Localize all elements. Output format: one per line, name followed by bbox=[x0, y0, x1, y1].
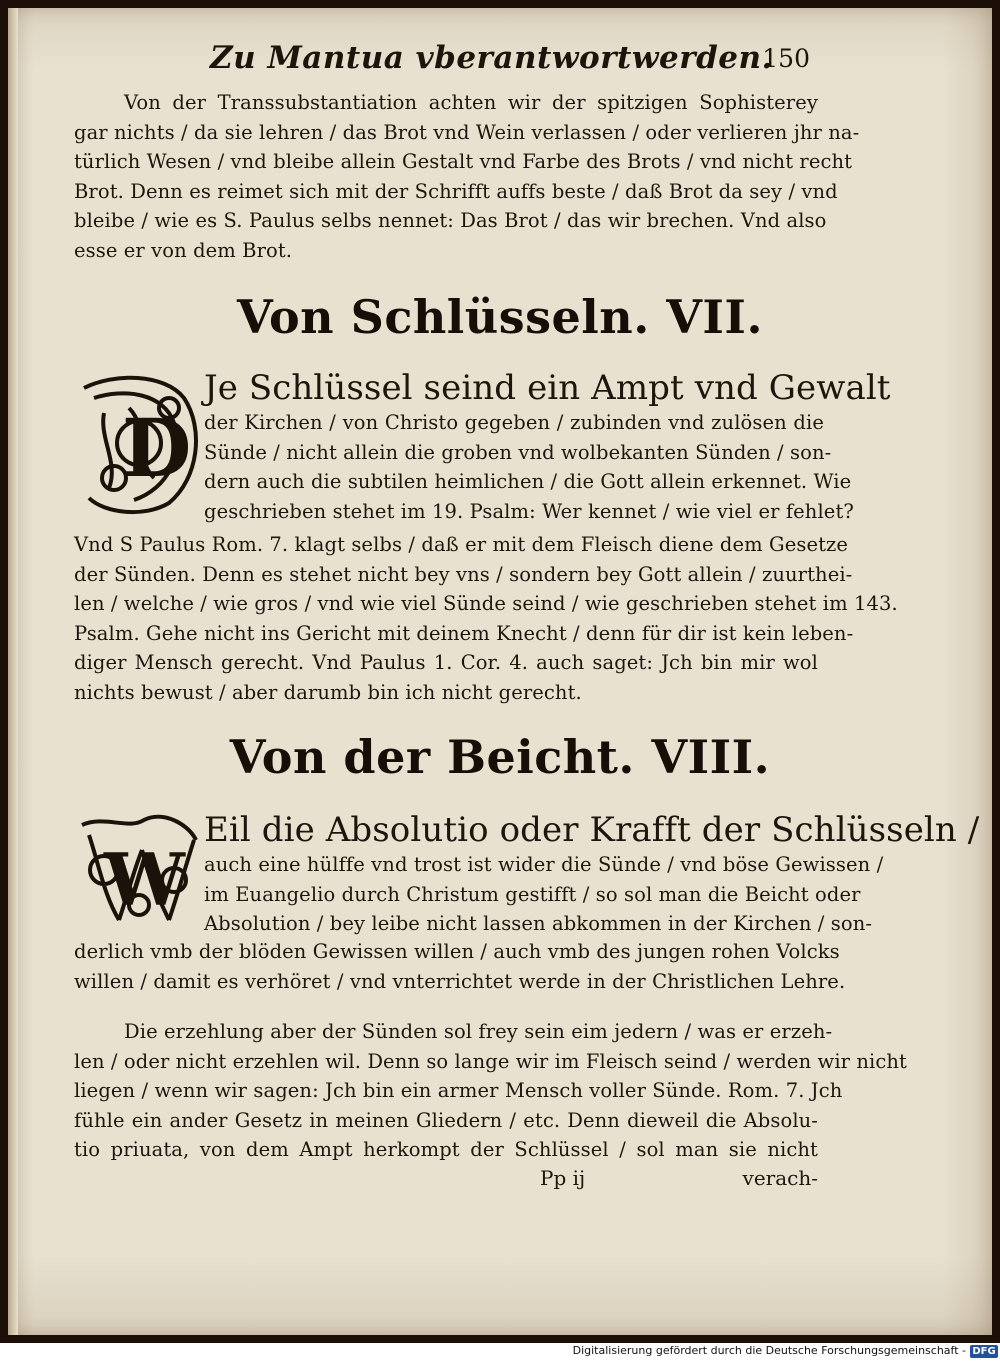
text-line: nichts bewust / aber darumb bin ich nicht gerecht. bbox=[74, 680, 582, 704]
text-line: willen / damit es verhöret / vnd vnterrichtet werde in der Christlichen Lehre. bbox=[74, 969, 846, 993]
folio-number: 150 bbox=[762, 44, 810, 73]
text-line: len / welche / wie gros / vnd wie viel Sünde seind / wie geschrieben stehet im 143. bbox=[74, 592, 898, 615]
text-line: Vnd S Paulus Rom. 7. klagt selbs / daß er mit dem Fleisch diene dem Gesetze bbox=[74, 533, 849, 556]
paragraph-enumeration bbox=[74, 1017, 907, 1165]
page-footer-line bbox=[74, 1166, 818, 1196]
section-heading-vii: Von Schlüsseln. VII. bbox=[237, 290, 763, 344]
text-line: bleibe / wie es S. Paulus selbs nennet: Das Brot / das wir brechen. Vnd also bbox=[74, 209, 827, 232]
text-line: Sünde / nicht allein die groben vnd wolbekanten Sünden / son- bbox=[204, 440, 832, 464]
text-line: gar nichts / da sie lehren / das Brot vnd Wein verlassen / oder verlieren jhr na- bbox=[74, 120, 860, 144]
page-header bbox=[210, 40, 810, 84]
text-line: auch eine hülffe vnd trost ist wider die Sünde / vnd böse Gewissen / bbox=[204, 853, 884, 876]
text-line: Psalm. Gehe nicht ins Gericht mit deinem Knecht / denn für dir ist kein leben- bbox=[74, 621, 854, 645]
text-line: dern auch die subtilen heimlichen / die Gott allein erkennet. Wie bbox=[204, 470, 852, 493]
decorated-initial-d bbox=[74, 368, 204, 518]
viewer-footer bbox=[0, 1343, 1000, 1361]
text-line: geschrieben stehet im 19. Psalm: Wer kennet / wie viel er fehlet? bbox=[204, 499, 854, 523]
text-line: tio priuata, von dem Ampt herkompt der Schlüssel / sol man sie nicht bbox=[74, 1138, 818, 1161]
text-line: liegen / wenn wir sagen: Jch bin ein armer Mensch voller Sünde. Rom. 7. Jch bbox=[74, 1079, 843, 1102]
text-line: im Euangelio durch Christum gestifft / so sol man die Beicht oder bbox=[204, 882, 861, 906]
paragraph-keys bbox=[74, 530, 898, 707]
decorated-initial-w bbox=[74, 810, 204, 930]
page-binding-edge bbox=[8, 8, 18, 1335]
initial-letter: D bbox=[122, 401, 192, 495]
text-line: derlich vmb der blöden Gewissen willen / auch vmb des jungen rohen Volcks bbox=[74, 940, 840, 963]
text-line: diger Mensch gerecht. Vnd Paulus 1. Cor. 4. auch saget: Jch bin mir wol bbox=[74, 651, 818, 674]
text-line: fühle ein ander Gesetz in meinen Gliedern / etc. Denn dieweil die Absolu- bbox=[74, 1108, 818, 1132]
running-head: Zu Mantua vberantwortwerden. bbox=[210, 40, 773, 76]
catchword: verach- bbox=[742, 1166, 818, 1190]
text-line: Eil die Absolutio oder Krafft der Schlüsseln / bbox=[204, 810, 980, 850]
funding-credit: Digitalisierung gefördert durch die Deutsche Forschungsgemeinschaft - bbox=[572, 1344, 966, 1357]
text-line: Brot. Denn es reimet sich mit der Schrifft auffs beste / daß Brot da sey / vnd bbox=[74, 179, 838, 203]
paragraph-confession bbox=[74, 937, 846, 996]
section-heading-viii: Von der Beicht. VIII. bbox=[229, 730, 771, 784]
section-vii-opening bbox=[74, 368, 891, 548]
text-line: der Sünden. Denn es stehet nicht bey vns / sondern bey Gott allein / zuurthei- bbox=[74, 562, 853, 586]
ornamental-initial-icon bbox=[74, 810, 204, 930]
text-line: türlich Wesen / vnd bleibe allein Gestalt vnd Farbe des Brots / vnd nicht recht bbox=[74, 150, 853, 173]
initial-letter: W bbox=[104, 837, 185, 922]
paragraph-transsubstantiation bbox=[74, 88, 860, 265]
signature-mark: Pp ij bbox=[540, 1166, 586, 1190]
text-line: der Kirchen / von Christo gegeben / zubinden vnd zulösen die bbox=[204, 411, 824, 434]
text-line: Absolution / bey leibe nicht lassen abkommen in der Kirchen / son- bbox=[204, 912, 873, 935]
dfg-logo[interactable]: DFG bbox=[970, 1345, 998, 1358]
text-line: Die erzehlung aber der Sünden sol frey sein eim jedern / was er erzeh- bbox=[124, 1020, 833, 1043]
text-line: Von der Transsubstantiation achten wir der spitzigen Sophisterey bbox=[124, 91, 818, 114]
ornamental-initial-icon bbox=[74, 368, 204, 518]
section-viii-opening bbox=[74, 810, 980, 940]
text-line: len / oder nicht erzehlen wil. Denn so lange wir im Fleisch seind / werden wir nicht bbox=[74, 1049, 907, 1073]
text-line: esse er von dem Brot. bbox=[74, 238, 293, 262]
text-line: Je Schlüssel seind ein Ampt vnd Gewalt bbox=[204, 368, 891, 408]
